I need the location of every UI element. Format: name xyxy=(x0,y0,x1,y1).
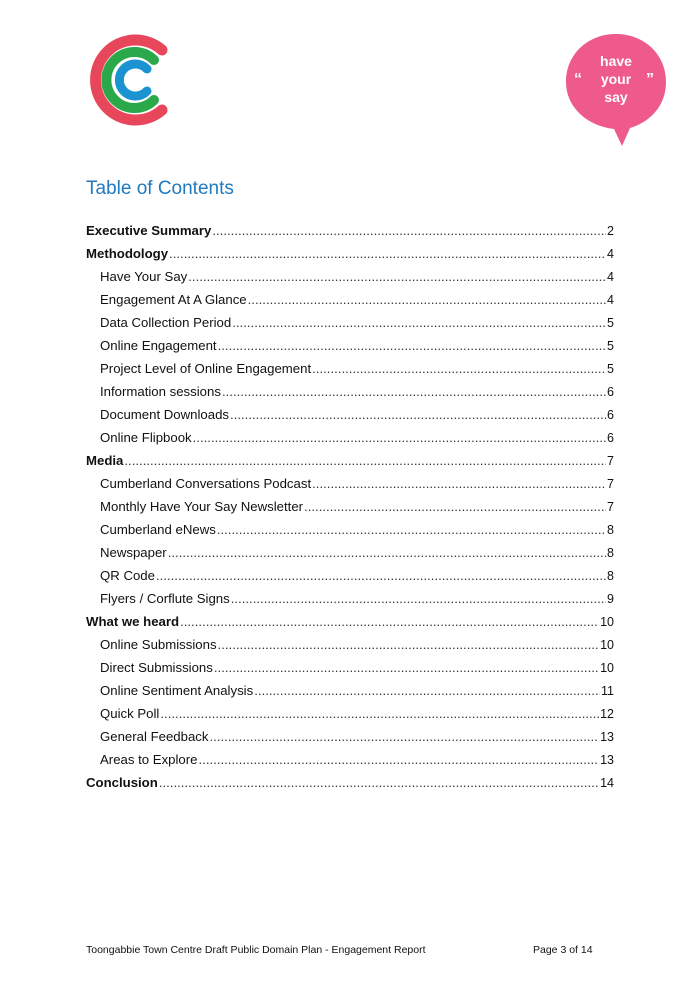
toc-entry[interactable] xyxy=(86,702,614,725)
toc-leader-dots xyxy=(218,633,600,656)
toc-leader-dots xyxy=(218,334,606,357)
toc-entry-label: QR Code xyxy=(100,568,155,583)
toc-entry[interactable] xyxy=(86,334,614,357)
toc-entry[interactable] xyxy=(86,426,614,449)
toc-entry[interactable] xyxy=(86,771,614,794)
toc-entry-page: 4 xyxy=(607,247,614,261)
toc-entry-label: Newspaper xyxy=(100,545,167,560)
toc-entry-label: Document Downloads xyxy=(100,407,230,422)
toc-leader-dots xyxy=(222,380,606,403)
toc-leader-dots xyxy=(199,748,600,771)
toc-entry-page: 8 xyxy=(607,546,614,560)
toc-entry-label: Executive Summary xyxy=(86,223,212,238)
toc-leader-dots xyxy=(169,242,606,265)
toc-entry-page: 5 xyxy=(607,316,614,330)
have-your-say-logo-icon xyxy=(562,30,670,148)
footer-document-title: Toongabbie Town Centre Draft Public Domain Plan - Engagement Report xyxy=(86,944,426,956)
toc-entry[interactable] xyxy=(86,472,614,495)
toc-entry-page: 6 xyxy=(607,408,614,422)
badge-word-1: have xyxy=(600,53,632,69)
toc-entry-label: Online Submissions xyxy=(100,637,217,652)
toc-entry[interactable] xyxy=(86,541,614,564)
toc-leader-dots xyxy=(312,357,606,380)
toc-entry[interactable] xyxy=(86,265,614,288)
toc-entry-label: Direct Submissions xyxy=(100,660,213,675)
toc-entry-label: Engagement At A Glance xyxy=(100,292,247,307)
toc-entry-label: Cumberland eNews xyxy=(100,522,216,537)
toc-entry-label: Data Collection Period xyxy=(100,315,232,330)
toc-entry[interactable] xyxy=(86,449,614,472)
toc-entry-label: Flyers / Corflute Signs xyxy=(100,591,230,606)
toc-entry-page: 7 xyxy=(607,454,614,468)
toc-entry-page: 14 xyxy=(600,776,614,790)
toc-leader-dots xyxy=(210,725,600,748)
toc-entry[interactable] xyxy=(86,357,614,380)
toc-entry[interactable] xyxy=(86,679,614,702)
toc-leader-dots xyxy=(159,771,599,794)
toc-entry-label: Have Your Say xyxy=(100,269,188,284)
toc-leader-dots xyxy=(232,311,606,334)
toc-entry[interactable] xyxy=(86,311,614,334)
toc-entry-page: 10 xyxy=(600,615,614,629)
toc-entry-page: 10 xyxy=(600,661,614,675)
toc-entry-page: 7 xyxy=(607,477,614,491)
footer-page-number: Page 3 of 14 xyxy=(533,944,593,956)
toc-leader-dots xyxy=(180,610,599,633)
toc-leader-dots xyxy=(254,679,600,702)
toc-entry-page: 7 xyxy=(607,500,614,514)
toc-leader-dots xyxy=(312,472,606,495)
toc-entry-page: 6 xyxy=(607,431,614,445)
toc-entry-page: 13 xyxy=(600,753,614,767)
toc-leader-dots xyxy=(230,403,606,426)
toc-entry[interactable] xyxy=(86,564,614,587)
table-of-contents xyxy=(86,219,614,794)
toc-leader-dots xyxy=(304,495,606,518)
toc-entry-page: 9 xyxy=(607,592,614,606)
svg-text:“: “ xyxy=(574,71,582,88)
toc-entry-page: 11 xyxy=(601,684,614,698)
toc-entry-page: 2 xyxy=(607,224,614,238)
toc-entry[interactable] xyxy=(86,288,614,311)
toc-leader-dots xyxy=(160,702,599,725)
toc-entry-page: 10 xyxy=(600,638,614,652)
toc-entry[interactable] xyxy=(86,495,614,518)
toc-leader-dots xyxy=(248,288,606,311)
toc-leader-dots xyxy=(193,426,606,449)
toc-leader-dots xyxy=(217,518,606,541)
toc-leader-dots xyxy=(124,449,606,472)
badge-word-2: your xyxy=(600,71,632,87)
toc-leader-dots xyxy=(188,265,606,288)
toc-entry-label: Conclusion xyxy=(86,775,158,790)
toc-entry-label: Cumberland Conversations Podcast xyxy=(100,476,312,491)
toc-leader-dots xyxy=(231,587,606,610)
toc-entry-label: What we heard xyxy=(86,614,180,629)
toc-entry-label: Online Flipbook xyxy=(100,430,192,445)
toc-entry-label: Online Sentiment Analysis xyxy=(100,683,254,698)
toc-entry-label: Areas to Explore xyxy=(100,752,198,767)
toc-entry[interactable] xyxy=(86,403,614,426)
toc-entry[interactable] xyxy=(86,610,614,633)
toc-title: Table of Contents xyxy=(86,178,234,199)
toc-entry[interactable] xyxy=(86,633,614,656)
toc-entry-page: 13 xyxy=(600,730,614,744)
toc-leader-dots xyxy=(214,656,599,679)
toc-entry-label: Information sessions xyxy=(100,384,221,399)
toc-entry-page: 4 xyxy=(607,293,614,307)
toc-entry-label: Media xyxy=(86,453,124,468)
toc-entry[interactable] xyxy=(86,656,614,679)
toc-entry[interactable] xyxy=(86,242,614,265)
toc-leader-dots xyxy=(168,541,606,564)
toc-entry-page: 5 xyxy=(607,339,614,353)
toc-entry[interactable] xyxy=(86,748,614,771)
toc-entry-page: 5 xyxy=(607,362,614,376)
svg-text:”: ” xyxy=(646,71,654,88)
toc-entry[interactable] xyxy=(86,219,614,242)
toc-entry[interactable] xyxy=(86,725,614,748)
toc-entry-page: 8 xyxy=(607,569,614,583)
badge-word-3: say xyxy=(604,89,628,105)
toc-entry-label: Project Level of Online Engagement xyxy=(100,361,312,376)
toc-leader-dots xyxy=(156,564,606,587)
toc-entry-page: 4 xyxy=(607,270,614,284)
toc-entry-label: Methodology xyxy=(86,246,169,261)
toc-entry[interactable] xyxy=(86,380,614,403)
toc-entry-label: Online Engagement xyxy=(100,338,217,353)
toc-entry-page: 8 xyxy=(607,523,614,537)
toc-entry-page: 6 xyxy=(607,385,614,399)
toc-entry[interactable] xyxy=(86,587,614,610)
toc-entry-page: 12 xyxy=(600,707,614,721)
toc-entry-label: General Feedback xyxy=(100,729,209,744)
toc-entry[interactable] xyxy=(86,518,614,541)
cumberland-logo-icon xyxy=(88,32,178,128)
toc-leader-dots xyxy=(212,219,606,242)
toc-entry-label: Quick Poll xyxy=(100,706,160,721)
toc-entry-label: Monthly Have Your Say Newsletter xyxy=(100,499,304,514)
